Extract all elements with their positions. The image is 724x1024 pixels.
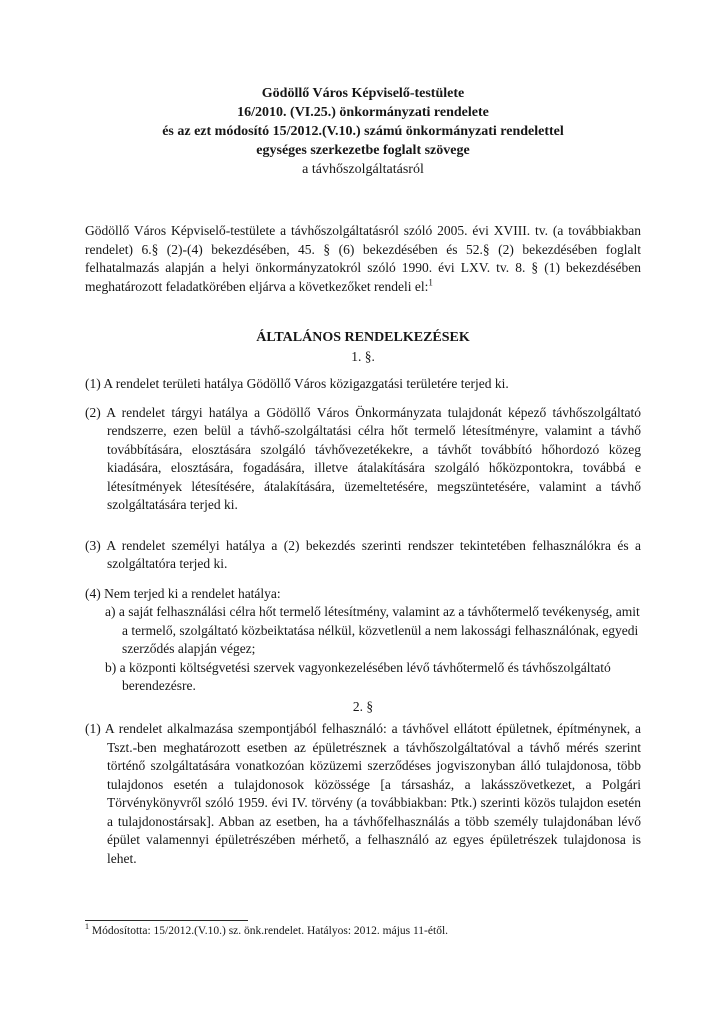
title-line-5: a távhőszolgáltatásról <box>302 162 424 177</box>
footnote-separator-rule <box>85 920 248 921</box>
footnote-area <box>85 920 641 939</box>
footnote-number: 1 <box>85 922 89 932</box>
title-line-3: és az ezt módosító 15/2012.(V.10.) számú önkormányzati rendelettel <box>162 124 564 139</box>
section-1-number: 1. §. <box>351 348 375 364</box>
list-item-b <box>105 659 641 696</box>
paragraph-text: A rendelet személyi hatálya a (2) bekezdés szerinti rendszer tekintetében felhasználókra és a szolgáltatóra terjed ki. <box>106 537 641 571</box>
footnote-reference-mark: 1 <box>428 277 433 287</box>
list-item-text: a központi költségvetési szervek vagyonkezelésében lévő távhőtermelő és távhőszolgáltató berendezésre. <box>119 659 611 693</box>
footnote-text <box>85 924 641 939</box>
paragraph-text: A rendelet alkalmazása szempontjából felhasználó: a távhővel ellátott épületnek, építménynek, a Tszt.-ben meghatározott esetben az épületrésznek a távhőszolgáltatóval a távhő mérés szerint történő szolgáltatására vonatkozóan közüzemi szerződéses jogviszonyban álló tulajdonosa, több tulajdonos esetén a tulajdonosok közössége [a társasház, a lakásszövetkezet, a Polgári Törvénykönyvről szóló 1959. évi IV. törvény (a továbbiakban: Ptk.) szerinti közös tulajdon esetén a tulajdonostársak]. Abban az esetben, ha a távhőfelhasználás a több személy tulajdonában lévő épület valamennyi épületrészében mérhető, a felhasználó az egyes épületrészek tulajdonosa is lehet. <box>104 721 641 866</box>
paragraph-marker: (3) <box>85 537 101 553</box>
list-item-marker: b) <box>105 659 117 675</box>
list-item-text: a saját felhasználási célra hőt termelő létesítmény, valamint az a távhőtermelő tevékenység, amit a termelő, szolgáltató közbeiktatása nélkül, közvetlenül a nem lakossági felhasználónak, egyedi szerződés alapján végez; <box>118 604 640 656</box>
document-content <box>85 0 641 868</box>
paragraph-marker: (2) <box>85 404 101 420</box>
paragraph-1-1 <box>85 375 641 394</box>
paragraph-1-3 <box>85 537 641 574</box>
document-title <box>85 84 641 179</box>
title-line-2: 16/2010. (VI.25.) önkormányzati rendelete <box>237 105 489 120</box>
paragraph-marker: (1) <box>85 376 101 391</box>
chapter-heading: ÁLTALÁNOS RENDELKEZÉSEK <box>256 330 470 345</box>
title-line-4: egységes szerkezetbe foglalt szövege <box>256 143 470 158</box>
paragraph-text: A rendelet tárgyi hatálya a Gödöllő Város Önkormányzata tulajdonát képező távhőszolgáltató rendszerre, ezen belül a távhő-szolgáltatási célra hőt termelő létesítményre, valamint a távhő továbbítására, elosztására szolgáló távhővezetékekre, a távhőt továbbító hőhordozó közeg kiadására, elosztására, fogadására, illetve átalakítására szolgáló hőközpontokra, továbbá e létesítmények létesítésére, átalakítására, üzemeltetésére, megszüntetésére, valamint a távhő szolgáltatására terjed ki. <box>106 404 641 512</box>
title-line-1: Gödöllő Város Képviselő-testülete <box>261 86 465 101</box>
paragraph-marker: (1) <box>85 721 101 736</box>
paragraph-text: Nem terjed ki a rendelet hatálya: <box>104 585 281 601</box>
list-item-marker: a) <box>105 604 116 619</box>
preamble-text: Gödöllő Város Képviselő-testülete a távhőszolgáltatásról szóló 2005. évi XVIII. tv. (a továbbiakban rendelet) 6.§ (2)-(4) bekezdésében, 45. § (6) bekezdésében és 52.§ (2) bekezdésében foglalt felhatalmazás alapján a helyi önkormányzatokról szóló 1990. évi LXV. tv. 8. § (1) bekezdésében meghatározott feladatkörében eljárva a következőket rendeli el: <box>85 223 641 294</box>
paragraph-text: A rendelet területi hatálya Gödöllő Város közigazgatási területére terjed ki. <box>103 376 509 391</box>
preamble-paragraph <box>85 222 641 314</box>
paragraph-marker: (4) <box>85 585 101 601</box>
paragraph-1-2 <box>85 404 641 515</box>
section-2-number: 2. § <box>352 698 374 714</box>
footnote-body: Módosította: 15/2012.(V.10.) sz. önk.rendelet. Hatályos: 2012. május 11-étől. <box>91 925 449 937</box>
paragraph-2-1 <box>85 720 641 868</box>
paragraph-1-4 <box>85 585 641 604</box>
list-item-a <box>105 603 641 659</box>
